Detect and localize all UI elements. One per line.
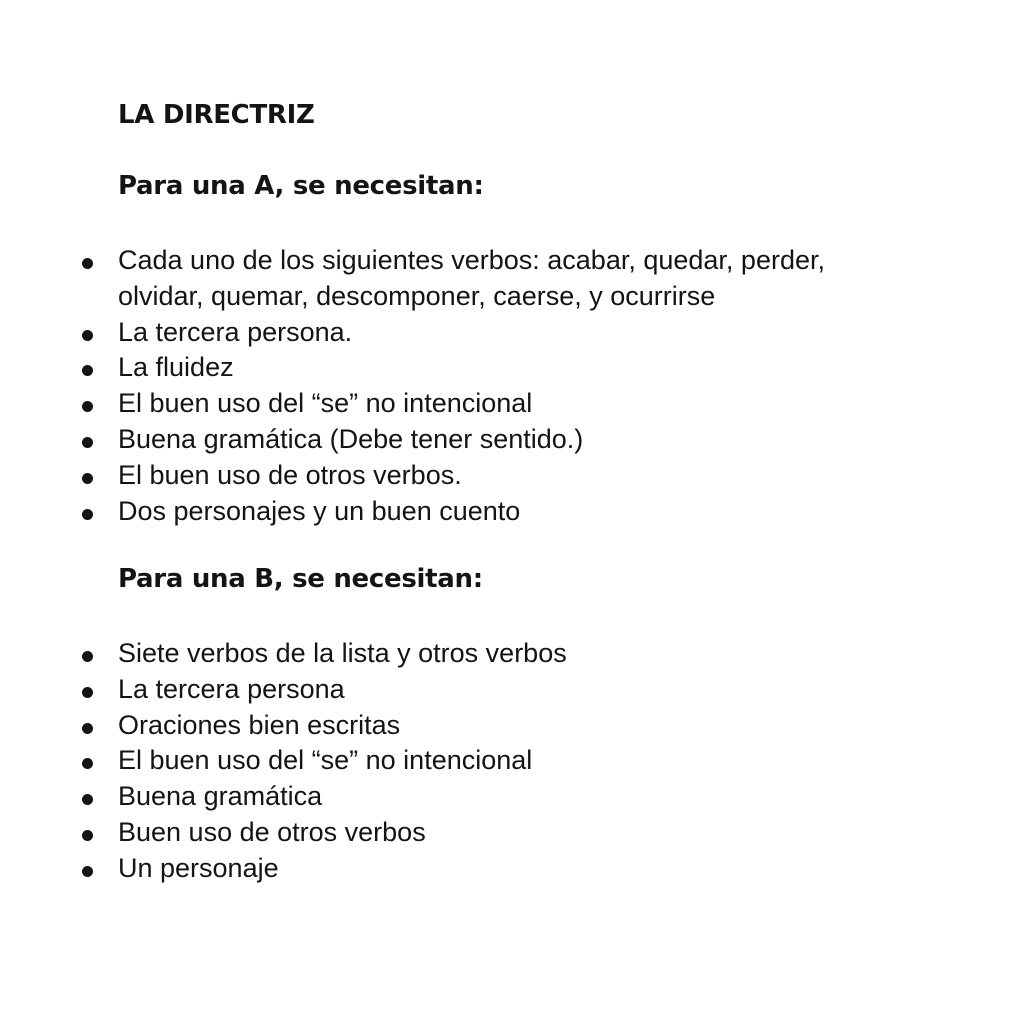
list-item-text: Oraciones bien escritas xyxy=(118,709,401,740)
list-item-text: Un personaje xyxy=(118,852,279,883)
list-item xyxy=(0,851,918,887)
list-item xyxy=(0,350,918,386)
bullet-icon xyxy=(82,473,93,484)
bullet-icon xyxy=(82,687,93,698)
list-item xyxy=(0,315,918,351)
section-b-list xyxy=(0,636,918,887)
list-item xyxy=(0,672,918,708)
list-item xyxy=(0,386,918,422)
list-item xyxy=(0,494,918,530)
section-a-heading: Para una A, se necesitan: xyxy=(118,171,484,201)
list-item xyxy=(0,243,918,315)
list-item-text: La tercera persona xyxy=(118,673,345,704)
list-item xyxy=(0,422,918,458)
list-item-text: Dos personajes y un buen cuento xyxy=(118,495,521,526)
list-item-text: El buen uso del “se” no intencional xyxy=(118,388,533,419)
list-item xyxy=(0,743,918,779)
list-item-text: Buena gramática xyxy=(118,781,323,812)
section-a-list xyxy=(0,243,918,529)
bullet-icon xyxy=(82,830,93,841)
bullet-icon xyxy=(82,401,93,412)
bullet-icon xyxy=(82,509,93,520)
list-item-text: La tercera persona. xyxy=(118,316,353,347)
bullet-icon xyxy=(82,651,93,662)
bullet-icon xyxy=(82,758,93,769)
bullet-icon xyxy=(82,723,93,734)
list-item xyxy=(0,458,918,494)
list-item xyxy=(0,815,918,851)
list-item-text: Siete verbos de la lista y otros verbos xyxy=(118,638,567,668)
list-item-text: Buena gramática (Debe tener sentido.) xyxy=(118,423,584,454)
list-item xyxy=(0,708,918,744)
list-item-text: La fluidez xyxy=(118,352,234,383)
list-item xyxy=(0,779,918,815)
bullet-icon xyxy=(82,866,93,877)
list-item xyxy=(0,636,918,672)
section-b-heading: Para una B, se necesitan: xyxy=(118,564,483,594)
bullet-icon xyxy=(82,330,93,341)
list-item-text: El buen uso del “se” no intencional xyxy=(118,745,533,776)
list-item-text: Buen uso de otros verbos xyxy=(118,816,426,847)
bullet-icon xyxy=(82,794,93,805)
list-item-text: Cada uno de los siguientes verbos: acabar, quedar, perder, olvidar, quemar, descomponer, caerse, y ocurrirse xyxy=(118,245,825,311)
bullet-icon xyxy=(82,437,93,448)
bullet-icon xyxy=(82,365,93,376)
bullet-icon xyxy=(82,258,93,269)
page-title: LA DIRECTRIZ xyxy=(118,100,315,130)
list-item-text: El buen uso de otros verbos. xyxy=(118,459,462,490)
